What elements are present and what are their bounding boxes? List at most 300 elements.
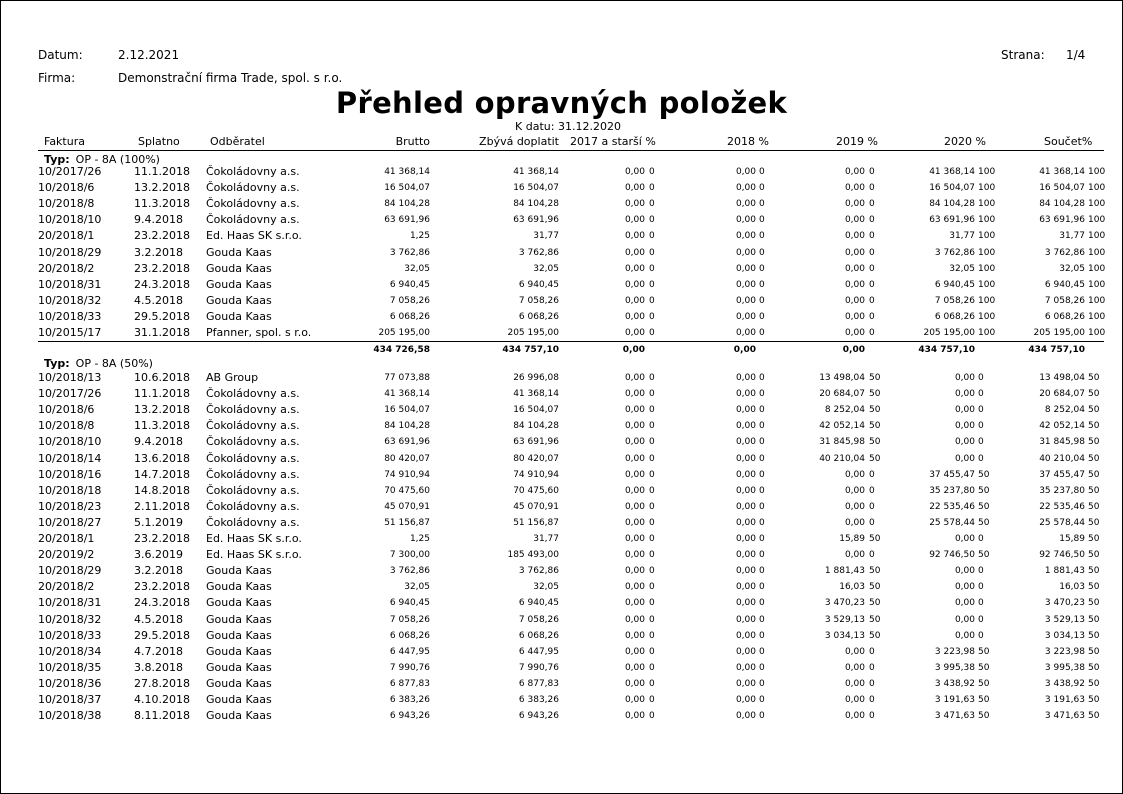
cell-y2018: 0,00 (735, 389, 756, 400)
cell-soucet: 8 252,04 (1044, 405, 1085, 416)
cell-y2017: 0,00 (624, 373, 645, 383)
cell-y2020: 6 940,45 (934, 279, 975, 290)
cell-faktura: 10/2018/38 (38, 709, 102, 723)
cell-y2018-pct: 0 (759, 247, 765, 258)
cell-faktura: 10/2018/29 (38, 564, 102, 578)
cell-brutto: 84 104,28 (384, 421, 430, 432)
cell-y2020-pct: 0 (978, 598, 984, 609)
total-y2019: 0,00 (842, 345, 865, 355)
cell-zbyva: 7 058,26 (518, 614, 559, 625)
cell-zbyva: 3 762,86 (518, 247, 559, 258)
cell-y2017-pct: 0 (649, 405, 655, 416)
cell-y2020: 0,00 (954, 566, 975, 577)
cell-odberatel: Čokoládovny a.s. (206, 435, 300, 449)
cell-y2017: 0,00 (624, 501, 645, 512)
cell-y2018-pct: 0 (759, 405, 765, 416)
cell-y2018-pct: 0 (759, 295, 765, 306)
cell-faktura: 10/2015/17 (38, 326, 102, 339)
cell-brutto: 7 058,26 (389, 295, 430, 306)
cell-soucet-pct: 50 (1088, 566, 1100, 577)
firma-label: Firma: (38, 71, 76, 85)
cell-faktura: 20/2018/2 (38, 580, 95, 594)
cell-y2020: 0,00 (954, 437, 975, 448)
cell-y2019: 3 470,23 (824, 598, 865, 609)
table-row (0, 277, 1123, 293)
table-row (0, 212, 1123, 228)
cell-soucet: 84 104,28 (1039, 199, 1085, 210)
cell-soucet: 15,89 (1059, 534, 1085, 544)
cell-odberatel: Gouda Kaas (206, 580, 272, 594)
cell-y2020-pct: 50 (978, 662, 990, 673)
col-odberatel: Odběratel (210, 135, 265, 148)
col-2017: 2017 a starší % (570, 135, 656, 148)
cell-faktura: 10/2018/35 (38, 660, 102, 674)
cell-faktura: 20/2019/2 (38, 548, 95, 562)
cell-y2019: 3 529,13 (824, 614, 865, 625)
cell-splatno: 11.1.2018 (134, 165, 190, 178)
cell-soucet: 37 455,47 (1039, 469, 1085, 480)
cell-y2017: 0,00 (624, 550, 645, 561)
cell-y2017-pct: 0 (649, 501, 655, 512)
cell-y2019-pct: 0 (869, 678, 875, 689)
cell-y2017: 0,00 (624, 598, 645, 609)
cell-splatno: 3.2.2018 (134, 564, 183, 578)
cell-y2018-pct: 0 (759, 373, 765, 383)
cell-y2018: 0,00 (735, 550, 756, 561)
cell-y2017: 0,00 (624, 231, 645, 242)
cell-y2018: 0,00 (735, 231, 756, 242)
cell-splatno: 14.8.2018 (134, 483, 190, 497)
col-zbyva: Zbývá doplatit (479, 135, 559, 148)
cell-soucet: 13 498,04 (1039, 373, 1085, 383)
group-type-label: Typ: (44, 153, 70, 166)
cell-y2020: 84 104,28 (929, 199, 975, 210)
cell-zbyva: 6 068,26 (518, 630, 559, 641)
table-row (0, 418, 1123, 434)
cell-y2017-pct: 0 (649, 453, 655, 464)
cell-odberatel: AB Group (206, 371, 259, 384)
cell-odberatel: Ed. Haas SK s.r.o. (206, 229, 302, 243)
cell-y2019-pct: 0 (869, 485, 875, 496)
cell-y2019: 31 845,98 (819, 437, 865, 448)
cell-soucet-pct: 50 (1088, 437, 1100, 448)
cell-y2017: 0,00 (624, 582, 645, 593)
cell-brutto: 7 300,00 (389, 550, 430, 561)
cell-y2018-pct: 0 (759, 662, 765, 673)
cell-y2019-pct: 50 (869, 630, 881, 641)
cell-y2020: 0,00 (954, 389, 975, 400)
cell-soucet: 41 368,14 (1039, 167, 1085, 177)
cell-y2017-pct: 0 (649, 328, 655, 338)
cell-soucet: 16,03 (1059, 582, 1085, 593)
cell-y2017-pct: 0 (649, 295, 655, 306)
cell-soucet: 6 068,26 (1044, 311, 1085, 322)
cell-y2020-pct: 100 (978, 311, 996, 322)
cell-y2018: 0,00 (735, 517, 756, 528)
cell-soucet: 16 504,07 (1039, 183, 1085, 194)
cell-y2018: 0,00 (735, 678, 756, 689)
cell-y2018-pct: 0 (759, 582, 765, 593)
cell-brutto: 16 504,07 (384, 183, 430, 194)
cell-odberatel: Čokoládovny a.s. (206, 165, 300, 178)
cell-y2018-pct: 0 (759, 389, 765, 400)
cell-y2018: 0,00 (735, 183, 756, 194)
header-rule (38, 150, 1104, 151)
cell-soucet: 3 438,92 (1044, 678, 1085, 689)
cell-zbyva: 45 070,91 (513, 501, 559, 512)
cell-splatno: 3.2.2018 (134, 245, 183, 259)
cell-faktura: 10/2018/8 (38, 419, 95, 433)
table-row (0, 370, 1123, 386)
cell-y2018: 0,00 (735, 582, 756, 593)
cell-y2020: 25 578,44 (929, 517, 975, 528)
cell-splatno: 4.5.2018 (134, 293, 183, 307)
total-y2018: 0,00 (733, 345, 756, 355)
cell-faktura: 20/2018/1 (38, 229, 95, 243)
cell-y2019: 0,00 (844, 215, 865, 226)
cell-y2020-pct: 0 (978, 373, 984, 383)
cell-y2017: 0,00 (624, 295, 645, 306)
cell-zbyva: 7 990,76 (518, 662, 559, 673)
cell-y2018: 0,00 (735, 328, 756, 338)
cell-odberatel: Gouda Kaas (206, 596, 272, 610)
cell-y2017: 0,00 (624, 662, 645, 673)
cell-y2020-pct: 50 (978, 469, 990, 480)
col-soucet: Součet% (1044, 135, 1093, 148)
cell-soucet-pct: 100 (1088, 167, 1106, 177)
table-row (0, 628, 1123, 644)
cell-y2019-pct: 0 (869, 711, 875, 722)
cell-faktura: 10/2018/6 (38, 403, 95, 417)
cell-soucet-pct: 50 (1088, 662, 1100, 673)
cell-splatno: 3.8.2018 (134, 660, 183, 674)
cell-zbyva: 51 156,87 (513, 517, 559, 528)
cell-faktura: 10/2018/13 (38, 371, 102, 384)
cell-y2018: 0,00 (735, 662, 756, 673)
cell-y2018: 0,00 (735, 279, 756, 290)
cell-y2018: 0,00 (735, 566, 756, 577)
cell-brutto: 1,25 (409, 231, 430, 242)
cell-y2020: 3 762,86 (934, 247, 975, 258)
cell-odberatel: Gouda Kaas (206, 564, 272, 578)
group-type-value: OP - 8A (50%) (75, 357, 153, 370)
cell-y2019-pct: 50 (869, 373, 881, 383)
cell-y2018: 0,00 (735, 646, 756, 657)
cell-y2020: 6 068,26 (934, 311, 975, 322)
cell-y2018-pct: 0 (759, 566, 765, 577)
cell-y2017: 0,00 (624, 534, 645, 544)
cell-y2020: 22 535,46 (929, 501, 975, 512)
cell-odberatel: Gouda Kaas (206, 693, 272, 706)
cell-y2020: 41 368,14 (929, 167, 975, 177)
cell-y2020-pct: 0 (978, 630, 984, 641)
cell-y2017: 0,00 (624, 183, 645, 194)
cell-y2019-pct: 0 (869, 501, 875, 512)
cell-y2018-pct: 0 (759, 485, 765, 496)
cell-splatno: 24.3.2018 (134, 596, 190, 610)
cell-splatno: 24.3.2018 (134, 277, 190, 291)
cell-zbyva: 6 943,26 (518, 711, 559, 722)
cell-soucet-pct: 50 (1088, 485, 1100, 496)
cell-soucet: 205 195,00 (1033, 328, 1085, 338)
cell-soucet-pct: 50 (1088, 469, 1100, 480)
cell-soucet: 7 058,26 (1044, 295, 1085, 306)
cell-splatno: 9.4.2018 (134, 213, 183, 227)
col-2020: 2020 % (944, 135, 986, 148)
cell-y2020: 31,77 (949, 231, 975, 242)
cell-soucet-pct: 50 (1088, 646, 1100, 657)
cell-y2018-pct: 0 (759, 421, 765, 432)
table-row (0, 595, 1123, 611)
cell-y2019: 0,00 (844, 485, 865, 496)
cell-splatno: 29.5.2018 (134, 309, 190, 323)
cell-y2019-pct: 0 (869, 263, 875, 274)
cell-faktura: 10/2018/8 (38, 197, 95, 211)
cell-y2017-pct: 0 (649, 389, 655, 400)
cell-zbyva: 6 447,95 (518, 646, 559, 657)
cell-y2019: 0,00 (844, 695, 865, 705)
cell-zbyva: 6 877,83 (518, 678, 559, 689)
cell-y2019: 15,89 (839, 534, 865, 544)
cell-y2018: 0,00 (735, 711, 756, 722)
cell-soucet-pct: 50 (1088, 598, 1100, 609)
cell-y2018: 0,00 (735, 453, 756, 464)
cell-y2018-pct: 0 (759, 501, 765, 512)
cell-soucet-pct: 100 (1088, 311, 1106, 322)
cell-soucet-pct: 100 (1088, 279, 1106, 290)
cell-y2017: 0,00 (624, 678, 645, 689)
cell-y2019: 0,00 (844, 295, 865, 306)
report-title: Přehled opravných položek (335, 86, 788, 120)
table-row (0, 483, 1123, 499)
cell-y2017: 0,00 (624, 453, 645, 464)
cell-soucet-pct: 50 (1088, 711, 1100, 722)
cell-y2018: 0,00 (735, 614, 756, 625)
cell-soucet: 42 052,14 (1039, 421, 1085, 432)
cell-odberatel: Čokoládovny a.s. (206, 483, 300, 497)
cell-y2018-pct: 0 (759, 167, 765, 177)
cell-y2019: 0,00 (844, 501, 865, 512)
cell-y2020: 7 058,26 (934, 295, 975, 306)
cell-brutto: 41 368,14 (384, 167, 430, 177)
cell-y2017: 0,00 (624, 167, 645, 177)
cell-zbyva: 84 104,28 (513, 199, 559, 210)
cell-y2020-pct: 100 (978, 279, 996, 290)
cell-soucet: 3 034,13 (1044, 630, 1085, 641)
cell-y2017-pct: 0 (649, 582, 655, 593)
cell-soucet: 3 995,38 (1044, 662, 1085, 673)
cell-y2017-pct: 0 (649, 695, 655, 705)
cell-splatno: 8.11.2018 (134, 709, 190, 723)
cell-faktura: 10/2018/31 (38, 596, 102, 610)
cell-odberatel: Gouda Kaas (206, 612, 272, 626)
cell-faktura: 10/2018/32 (38, 293, 102, 307)
cell-y2017-pct: 0 (649, 279, 655, 290)
table-row (0, 579, 1123, 595)
table-row (0, 180, 1123, 196)
cell-y2018: 0,00 (735, 295, 756, 306)
cell-y2019-pct: 0 (869, 695, 875, 705)
cell-brutto: 3 762,86 (389, 247, 430, 258)
table-row (0, 676, 1123, 692)
cell-soucet: 6 940,45 (1044, 279, 1085, 290)
cell-y2017: 0,00 (624, 630, 645, 641)
cell-soucet: 31,77 (1059, 231, 1085, 242)
cell-y2020-pct: 50 (978, 517, 990, 528)
cell-y2018-pct: 0 (759, 598, 765, 609)
cell-odberatel: Ed. Haas SK s.r.o. (206, 548, 302, 562)
cell-soucet: 3 191,63 (1044, 695, 1085, 705)
cell-y2019-pct: 0 (869, 646, 875, 657)
cell-soucet-pct: 100 (1088, 199, 1106, 210)
cell-zbyva: 70 475,60 (513, 485, 559, 496)
table-row (0, 467, 1123, 483)
cell-soucet-pct: 100 (1088, 183, 1106, 194)
cell-y2020-pct: 0 (978, 453, 984, 464)
cell-splatno: 23.2.2018 (134, 229, 190, 243)
cell-y2018: 0,00 (735, 263, 756, 274)
cell-y2019-pct: 50 (869, 614, 881, 625)
cell-y2020-pct: 50 (978, 695, 990, 705)
col-splatno: Splatno (138, 135, 180, 148)
cell-zbyva: 205 195,00 (507, 328, 559, 338)
cell-y2019-pct: 50 (869, 582, 881, 593)
cell-y2019-pct: 50 (869, 405, 881, 416)
cell-faktura: 10/2018/34 (38, 644, 102, 658)
cell-faktura: 10/2018/14 (38, 451, 102, 465)
cell-y2018-pct: 0 (759, 231, 765, 242)
cell-soucet-pct: 50 (1088, 534, 1100, 544)
cell-y2020: 0,00 (954, 421, 975, 432)
cell-splatno: 23.2.2018 (134, 532, 190, 545)
cell-y2017: 0,00 (624, 566, 645, 577)
cell-y2018-pct: 0 (759, 630, 765, 641)
cell-brutto: 6 068,26 (389, 311, 430, 322)
cell-y2017-pct: 0 (649, 485, 655, 496)
table-row (0, 386, 1123, 402)
cell-brutto: 45 070,91 (384, 501, 430, 512)
cell-soucet: 3 223,98 (1044, 646, 1085, 657)
cell-y2018-pct: 0 (759, 550, 765, 561)
cell-y2018: 0,00 (735, 485, 756, 496)
cell-faktura: 10/2018/18 (38, 483, 102, 497)
cell-brutto: 84 104,28 (384, 199, 430, 210)
cell-zbyva: 16 504,07 (513, 183, 559, 194)
cell-y2020-pct: 100 (978, 183, 996, 194)
cell-zbyva: 6 940,45 (518, 279, 559, 290)
col-2018: 2018 % (727, 135, 769, 148)
cell-odberatel: Gouda Kaas (206, 277, 272, 291)
cell-soucet: 3 471,63 (1044, 711, 1085, 722)
cell-odberatel: Gouda Kaas (206, 293, 272, 307)
group-type-value: OP - 8A (100%) (75, 153, 160, 166)
cell-y2020-pct: 100 (978, 328, 996, 338)
cell-splatno: 10.6.2018 (134, 371, 190, 384)
cell-splatno: 23.2.2018 (134, 261, 190, 275)
col-brutto: Brutto (395, 135, 430, 148)
cell-zbyva: 74 910,94 (513, 469, 559, 480)
cell-y2018: 0,00 (735, 167, 756, 177)
totals-row (0, 342, 1123, 358)
cell-y2017-pct: 0 (649, 199, 655, 210)
cell-y2017-pct: 0 (649, 421, 655, 432)
cell-zbyva: 80 420,07 (513, 453, 559, 464)
table-row (0, 325, 1123, 341)
cell-y2020: 0,00 (954, 453, 975, 464)
cell-splatno: 13.2.2018 (134, 403, 190, 417)
report-date: K datu: 31.12.2020 (515, 120, 621, 133)
table-row (0, 196, 1123, 212)
cell-y2017-pct: 0 (649, 437, 655, 448)
cell-y2017-pct: 0 (649, 247, 655, 258)
cell-y2020-pct: 100 (978, 167, 996, 177)
cell-y2019-pct: 50 (869, 598, 881, 609)
cell-y2020: 37 455,47 (929, 469, 975, 480)
table-row (0, 708, 1123, 724)
cell-y2017-pct: 0 (649, 517, 655, 528)
cell-zbyva: 84 104,28 (513, 421, 559, 432)
cell-soucet: 1 881,43 (1044, 566, 1085, 577)
cell-y2019-pct: 0 (869, 167, 875, 177)
cell-soucet: 35 237,80 (1039, 485, 1085, 496)
cell-odberatel: Gouda Kaas (206, 628, 272, 642)
table-row (0, 228, 1123, 244)
cell-brutto: 6 877,83 (389, 678, 430, 689)
cell-y2020: 3 995,38 (934, 662, 975, 673)
col-faktura: Faktura (44, 135, 85, 148)
cell-y2020-pct: 0 (978, 389, 984, 400)
cell-soucet-pct: 100 (1088, 247, 1106, 258)
total-zbyva: 434 757,10 (502, 345, 559, 355)
cell-soucet-pct: 50 (1088, 501, 1100, 512)
strana-value: 1/4 (1066, 48, 1086, 62)
cell-y2020: 0,00 (954, 405, 975, 416)
cell-splatno: 9.4.2018 (134, 435, 183, 449)
cell-zbyva: 6 940,45 (518, 598, 559, 609)
cell-faktura: 10/2017/26 (38, 165, 102, 178)
cell-y2018: 0,00 (735, 311, 756, 322)
table-row (0, 515, 1123, 531)
table-row (0, 402, 1123, 418)
cell-odberatel: Gouda Kaas (206, 644, 272, 658)
cell-soucet: 20 684,07 (1039, 389, 1085, 400)
cell-y2019-pct: 0 (869, 311, 875, 322)
cell-splatno: 11.3.2018 (134, 419, 190, 433)
cell-odberatel: Čokoládovny a.s. (206, 467, 300, 481)
cell-y2019-pct: 0 (869, 183, 875, 194)
cell-zbyva: 63 691,96 (513, 437, 559, 448)
cell-y2018-pct: 0 (759, 534, 765, 544)
cell-zbyva: 6 383,26 (518, 695, 559, 705)
cell-soucet-pct: 50 (1088, 630, 1100, 641)
cell-y2018-pct: 0 (759, 711, 765, 722)
cell-y2019: 0,00 (844, 678, 865, 689)
table-row (0, 563, 1123, 579)
table-row (0, 164, 1123, 180)
cell-odberatel: Gouda Kaas (206, 261, 272, 275)
cell-y2019: 0,00 (844, 662, 865, 673)
cell-y2017: 0,00 (624, 328, 645, 338)
cell-y2020-pct: 0 (978, 614, 984, 625)
cell-y2020-pct: 100 (978, 247, 996, 258)
cell-y2018-pct: 0 (759, 279, 765, 290)
cell-odberatel: Čokoládovny a.s. (206, 499, 300, 513)
cell-y2020: 32,05 (949, 263, 975, 274)
group-type-label: Typ: (44, 357, 70, 370)
table-row (0, 660, 1123, 676)
cell-faktura: 10/2018/37 (38, 693, 102, 706)
cell-y2017: 0,00 (624, 517, 645, 528)
